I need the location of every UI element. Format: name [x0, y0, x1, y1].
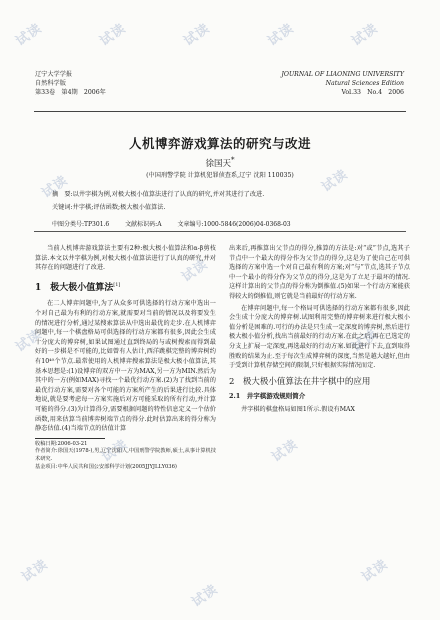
- body-paragraph: 在二人博弈问题中,为了从众多可供选择的行动方案中选出一个对自己最为有利的行动方案,就需要对当前的情况以及将要发生的情况进行分析,通过某搜索算法从中选出最优的走步.在人机博弈问题中,每一个棋盘格局可供选择的行动方案都有很多,因此会生成十分庞大的博弈树,如果试图通过直到终局的与或树搜索而得到最好的一步棋是不可能的,比如曾有人估计,西洋跳棋完整的博弈树约有10⁴⁰个节点.最常使用的人机博弈搜索算法是极大极小值算法,其基本思想是:(1)设博弈的双方中一方为MAX,另一方为MIN.然后为其中的一方(例如MAX)寻找一个最优行动方案.(2)为了找到当前的最优行动方案,需要对各个可能的方案所产生的后果进行比较.具体地说,就是要考虑每一方案实施后对方可能采取的所有行动,并计算可能的得分.(3)为计算得分,需要根据问题的特性信息定义一个估价函数,用来估算当前博弈树端节点的得分.此时估算出来的得分称为静态估值.(4)当端节点的估值计算: [35, 300, 216, 433]
- article-number: 文章编号:1000-5846(2006)04-0368-03: [177, 221, 291, 228]
- watermark-text: 试读: [349, 20, 381, 50]
- document-code: 文献标识码:A: [125, 221, 162, 228]
- abstract-rule: [34, 231, 406, 232]
- watermark-text: 试读: [13, 326, 45, 356]
- body-paragraph: 出来后,再推算出父节点的得分,推算的方法是:对“或”节点,选其子节点中一个最大的得分作为父节点的得分,这是为了使自己在可供选择的方案中选一个对自己最有利的方案;对“与”节点,选其子节点中一个最小的得分作为父节点的得分,这是为了立足于最坏的情况.这样计算出的父节点的得分称为倒推值.(5)如果一个行动方案能获得较大的倒推值,则它就是当前最好的行动方案.: [229, 245, 410, 300]
- watermark-text: 试读: [265, 20, 297, 50]
- keywords: 关键词:井字棋;评估函数;极大极小值算法.: [52, 204, 166, 211]
- watermark-text: 试读: [39, 172, 71, 202]
- section-2-heading: 2 极大极小值算法在井字棋中的应用: [229, 376, 371, 387]
- footnote: 收稿日期:2006-03-21: [35, 440, 88, 447]
- header-rule: [34, 111, 406, 112]
- section-1-title: 1 极大极小值算法: [35, 282, 114, 293]
- footnote: 基金项目:中华人民共和国公安部科学计划(2005JJYJLLY036): [35, 464, 177, 471]
- section-2-1-heading: 2.1 井字棋游戏规则简介: [229, 392, 306, 401]
- journal-header-left: [35, 70, 106, 97]
- watermark-text: 试读: [319, 166, 351, 196]
- watermark-text: 试读: [179, 256, 211, 286]
- footnote: 作者简介:徐国天(1978-),男,辽宁沈阳人,中国刑警学院教师,硕士,从事计算机技术研究.: [35, 448, 216, 463]
- section-1-heading: [35, 281, 216, 294]
- journal-edition-cn: 自然科学版: [35, 80, 66, 87]
- journal-volume-cn: 第33卷 第4期 2006年: [35, 89, 106, 96]
- journal-volume-en: Vol.33 No.4 2006: [341, 89, 404, 96]
- journal-name-en: JOURNAL OF LIAONING UNIVERSITY: [281, 71, 404, 78]
- journal-edition-en: Natural Sciences Edition: [325, 80, 404, 87]
- footnote-rule: [35, 438, 105, 439]
- clc-number: 中图分类号:TP301.6: [52, 221, 110, 228]
- abstract: 摘 要:以井字棋为例,对极大极小值算法进行了认真的研究,并对其进行了改进.: [52, 191, 265, 198]
- left-column: [35, 244, 216, 472]
- author-name: 徐国天: [205, 158, 231, 169]
- watermark-text: 试读: [189, 581, 221, 611]
- paper-title: 人机博弈游戏算法的研究与改进: [128, 136, 311, 151]
- journal-name-cn: 辽宁大学学报: [35, 71, 73, 78]
- watermark-text: 试读: [19, 556, 51, 586]
- watermark-text: 试读: [97, 20, 129, 50]
- intro-paragraph: 当前人机博弈游戏算法主要有2种:极大极小值算法和α-β剪枝算法.本文以井字棋为例,对极大极小值算法进行了认真的研究,并对其存在的问题进行了改进.: [35, 245, 216, 272]
- affiliation: (中国刑警学院 计算机犯罪侦查系,辽宁 沈阳 110035): [146, 172, 294, 179]
- watermark-text: 试读: [181, 20, 213, 50]
- author: [0, 155, 440, 169]
- journal-header-right: [281, 70, 404, 97]
- watermark-text: 试读: [349, 326, 381, 356]
- author-footnote-mark: *: [230, 155, 235, 164]
- reference-mark: [1]: [113, 281, 121, 288]
- watermark-text: 试读: [13, 20, 45, 50]
- body-paragraph: 井字棋的棋盘格局如图1所示.假设有MAX: [241, 405, 355, 413]
- watermark-text: 试读: [269, 436, 301, 466]
- body-paragraph: 在博弈问题中,每一个格局可供选择的行动方案都有很多,因此会生成十分庞大的博弈树.试图利用完整的博弈树来进行极大极小值分析是困难的.可行的办法是只生成一定深度的博弈树,然后进行极大极小值分析,找出当前最好的行动方案.在此之后,再在已选定的分支上扩展一定深度,再选最好的行动方案.如此进行下去,直到取得胜败的结果为止.至于每次生成博弈树的深度,当然是越大越好,但由于受到计算机存储空间的限制,只好根据实际情况而定.: [229, 304, 410, 370]
- classification-line: [52, 219, 305, 228]
- watermark-text: 试读: [359, 556, 391, 586]
- right-column: [229, 244, 410, 415]
- watermark-text: 试读: [99, 436, 131, 466]
